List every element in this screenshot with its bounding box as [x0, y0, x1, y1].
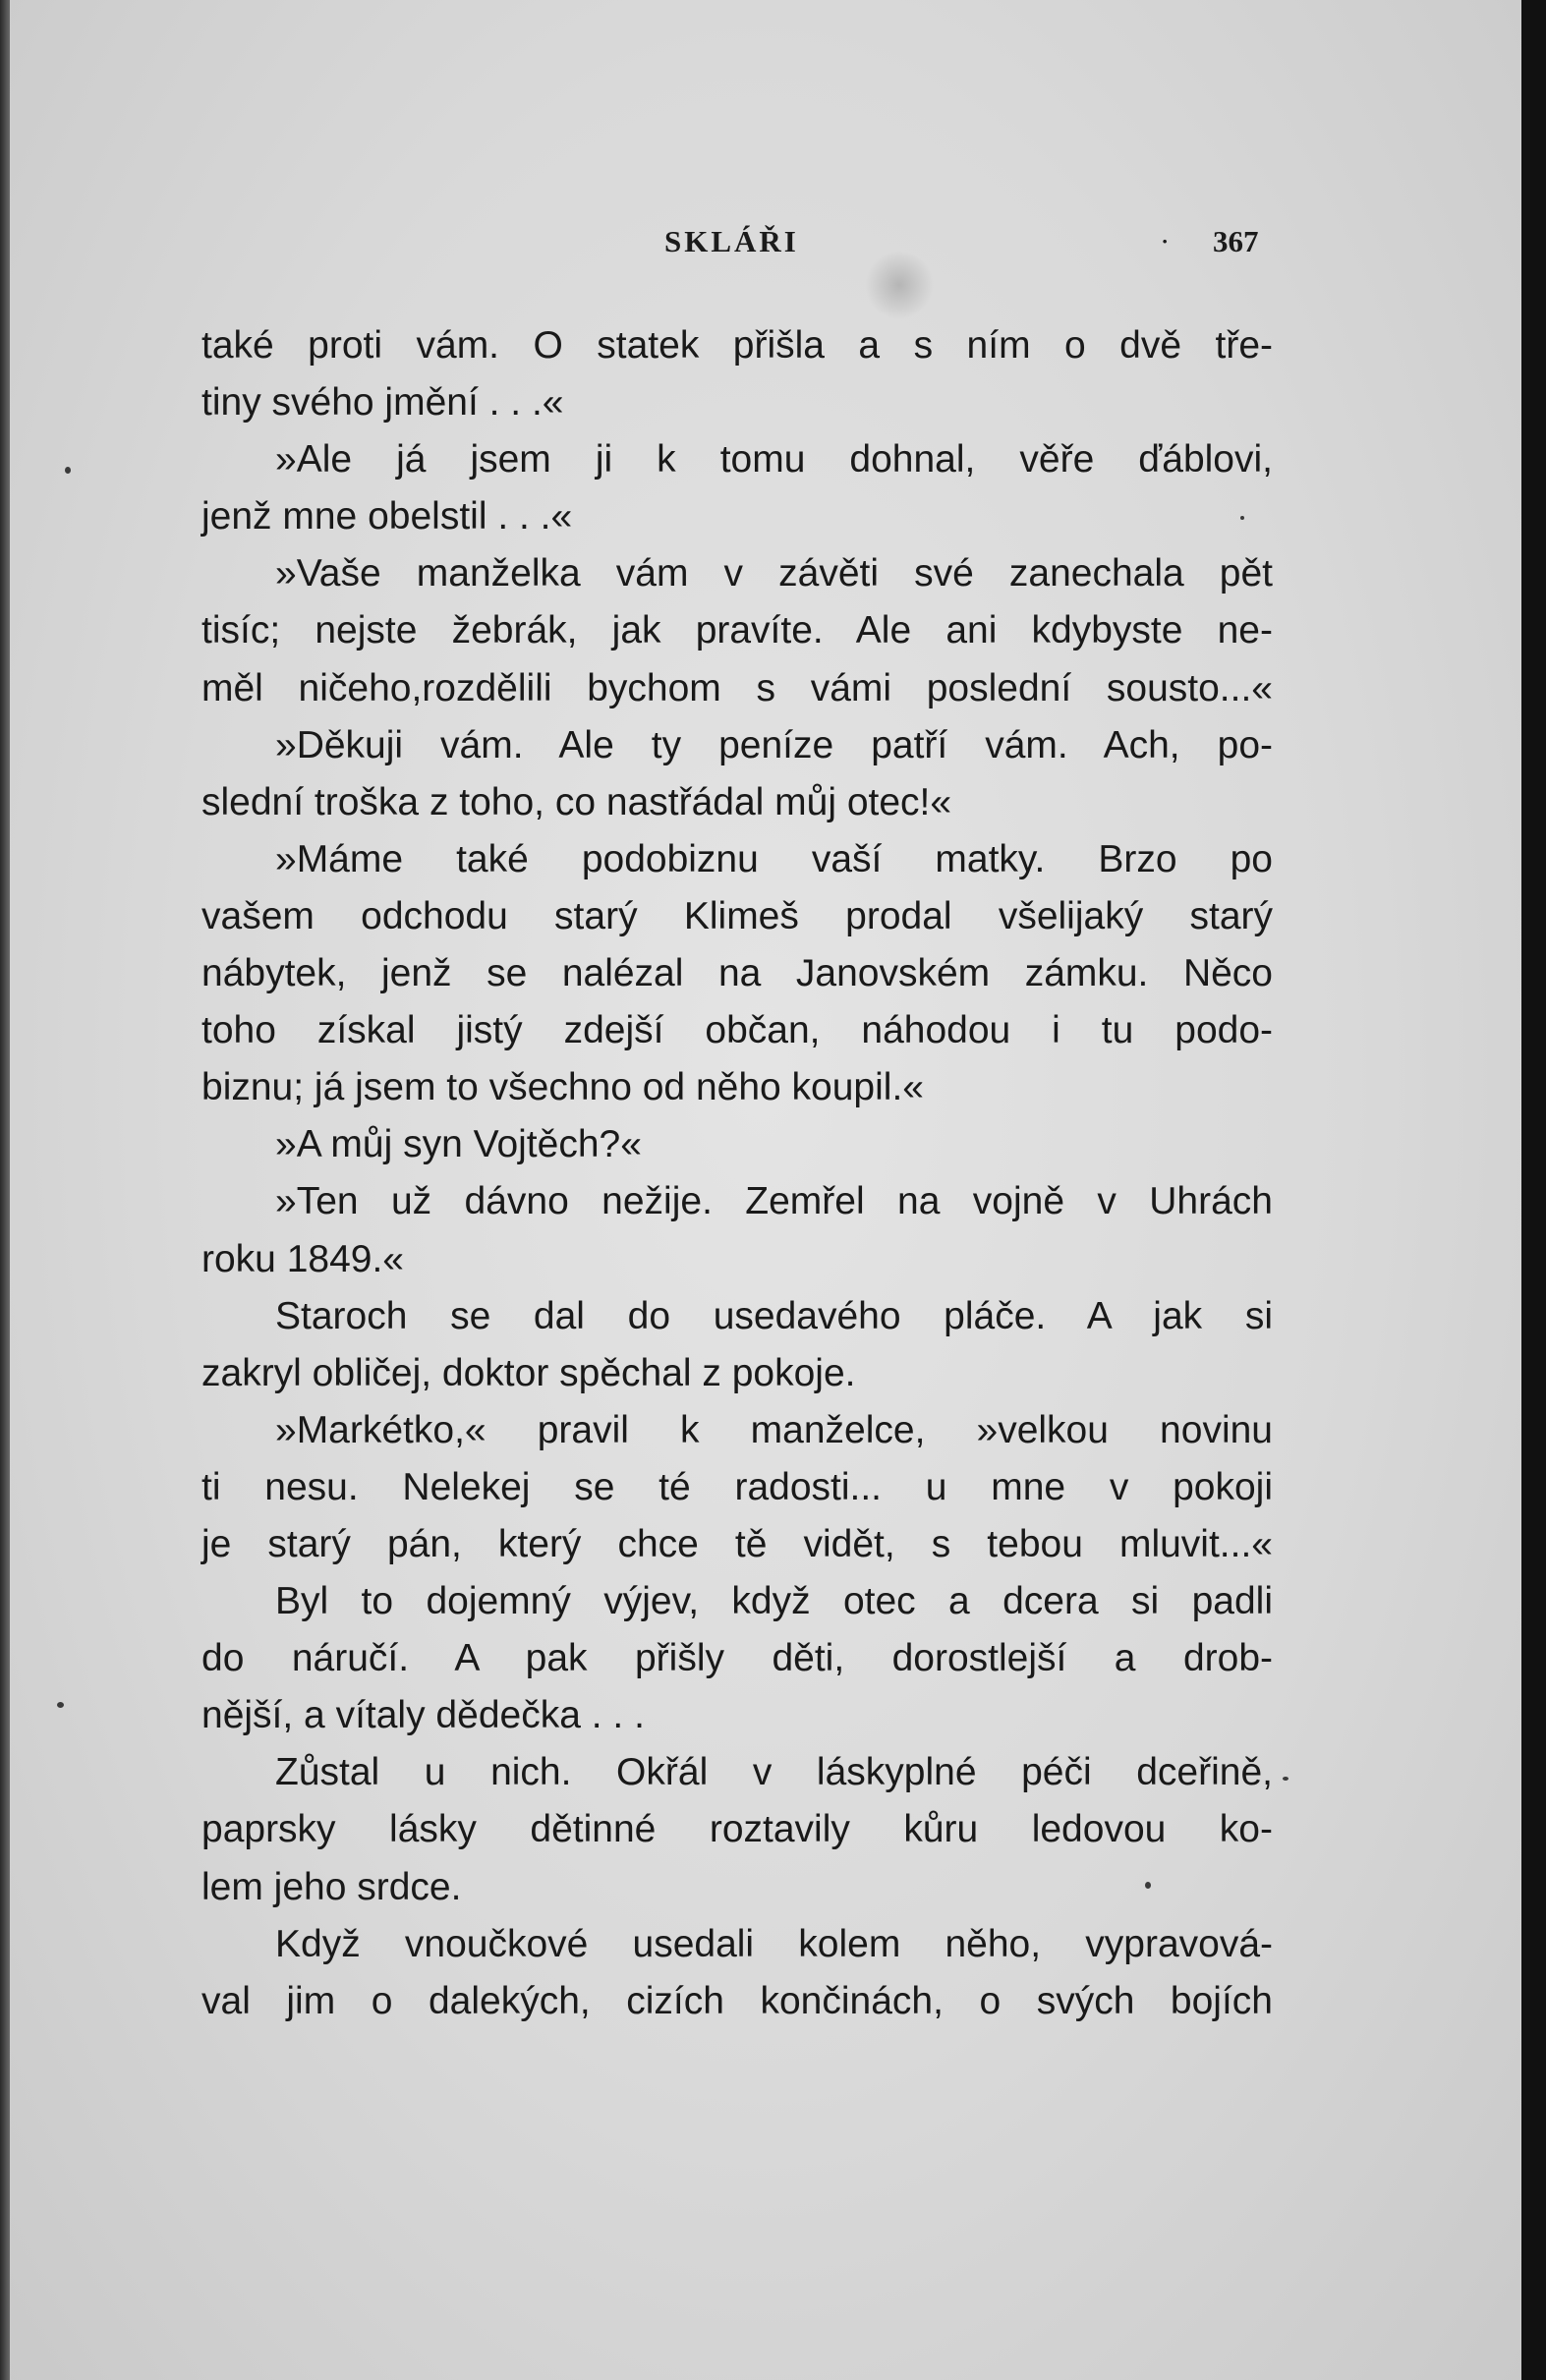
text-line: »Vaše manželka vám v závěti své zanechala pět [275, 552, 1273, 595]
page-edge-shadow [1521, 0, 1546, 2380]
text-line: Když vnoučkové usedali kolem něho, vypravová- [275, 1922, 1273, 1965]
page-speck [65, 467, 71, 474]
text-line: »A můj syn Vojtěch?« [275, 1123, 642, 1166]
text-line: jenž mne obelstil . . .« [201, 495, 573, 538]
text-line: vašem odchodu starý Klimeš prodal všelijaký starý [201, 894, 1273, 937]
text-line: nější, a vítaly dědečka . . . [201, 1694, 645, 1737]
text-line: nábytek, jenž se nalézal na Janovském zámku. Něco [201, 952, 1273, 995]
text-line: zakryl obličej, doktor spěchal z pokoje. [201, 1351, 856, 1394]
text-line: biznu; já jsem to všechno od něho koupil.« [201, 1066, 924, 1109]
page-number: 367 [1213, 224, 1259, 258]
page-speck [1145, 1882, 1151, 1889]
text-line: slední troška z toho, co nastřádal můj otec!« [201, 780, 952, 823]
text-line: »Markétko,« pravil k manželce, »velkou novinu [275, 1408, 1273, 1451]
header-dot: · [1160, 224, 1171, 258]
text-line: »Děkuji vám. Ale ty peníze patří vám. Ach, po- [275, 723, 1273, 766]
text-line: val jim o dalekých, cizích končinách, o svých bojích [201, 1979, 1273, 2022]
text-line: měl ničeho,rozdělili bychom s vámi poslední sousto...« [201, 666, 1273, 709]
text-line: roku 1849.« [201, 1237, 404, 1280]
running-title: SKLÁŘI [664, 224, 799, 258]
text-line: také proti vám. O statek přišla a s ním o dvě tře- [201, 324, 1273, 367]
text-line: lem jeho srdce. [201, 1865, 462, 1908]
text-line: Staroch se dal do usedavého pláče. A jak si [275, 1294, 1273, 1337]
text-line: Zůstal u nich. Okřál v láskyplné péči dceřině, [275, 1751, 1273, 1794]
body-text [201, 317, 1273, 2030]
text-line: »Ale já jsem ji k tomu dohnal, věře ďáblovi, [275, 438, 1273, 482]
text-line: tisíc; nejste žebrák, jak pravíte. Ale ani kdybyste ne- [201, 609, 1273, 652]
text-line: ti nesu. Nelekej se té radosti... u mne v pokoji [201, 1465, 1273, 1508]
text-line: tiny svého jmění . . .« [201, 381, 564, 425]
page-header [0, 224, 1521, 273]
page-speck [57, 1702, 64, 1708]
text-line: do náručí. A pak přišly děti, dorostlejší a drob- [201, 1637, 1273, 1680]
text-line: toho získal jistý zdejší občan, náhodou i tu podo- [201, 1009, 1273, 1052]
text-line: Byl to dojemný výjev, když otec a dcera si padli [275, 1580, 1273, 1623]
page-spine-shadow [0, 0, 10, 2380]
text-line: »Máme také podobiznu vaší matky. Brzo po [275, 837, 1273, 880]
text-line: je starý pán, který chce tě vidět, s tebou mluvit...« [201, 1522, 1273, 1565]
text-line: paprsky lásky dětinné roztavily kůru ledovou ko- [201, 1808, 1273, 1851]
text-line: »Ten už dávno nežije. Zemřel na vojně v Uhrách [275, 1180, 1273, 1223]
page-speck [1283, 1777, 1288, 1781]
page-speck [1240, 516, 1244, 520]
